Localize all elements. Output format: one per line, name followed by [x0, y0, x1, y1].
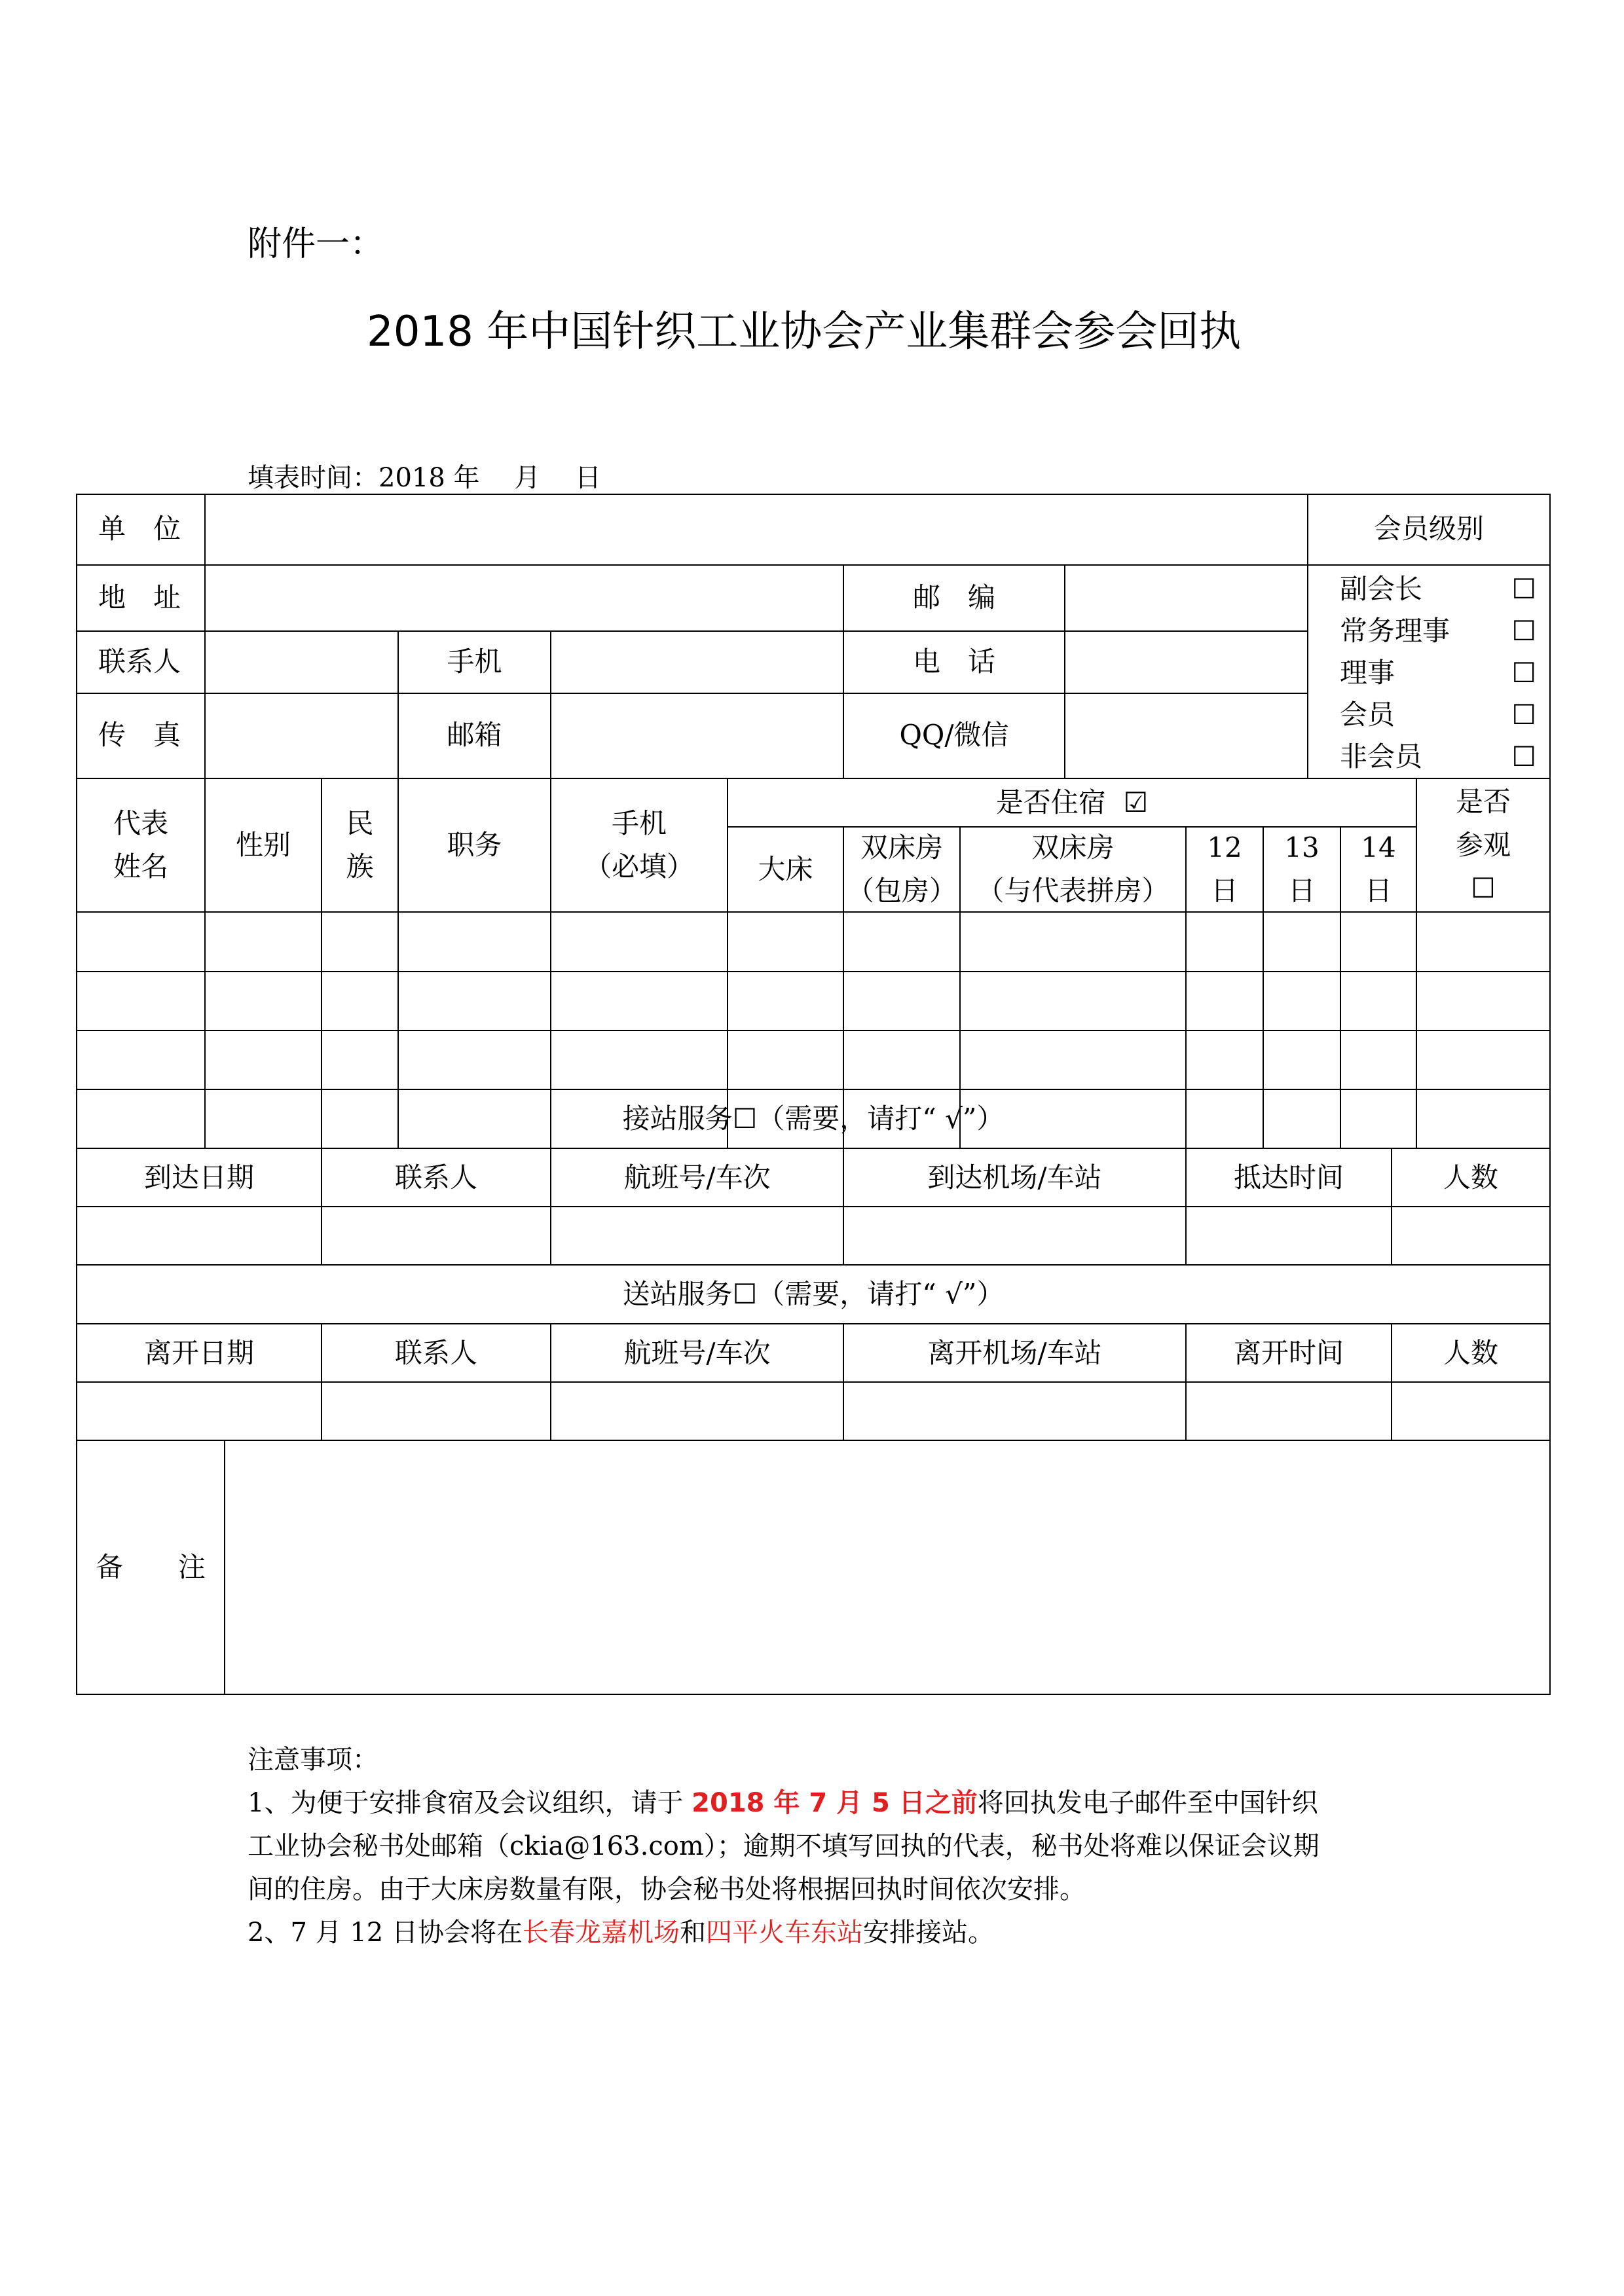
address-label: 地 址 — [98, 581, 181, 613]
member-level-list — [1340, 568, 1536, 778]
visit-header: 是否 参观 ☐ — [1417, 779, 1549, 911]
fill-time: 填表时间：2018 年 月 日 — [248, 463, 601, 493]
contact-field[interactable] — [206, 630, 397, 693]
email-field[interactable] — [551, 693, 843, 778]
rep-row[interactable] — [77, 913, 1549, 971]
dropoff-header-station: 离开机场/车站 — [927, 1336, 1102, 1369]
rep-mobile-header: 手机 （必填） — [583, 807, 694, 883]
member-level-option[interactable]: 非会员 ☐ — [1340, 736, 1536, 778]
note-1-line-3: 间的住房。由于大床房数量有限，协会秘书处将根据回执时间依次安排。 — [248, 1874, 1086, 1904]
rep-row[interactable] — [77, 972, 1549, 1030]
unit-field[interactable] — [206, 494, 1307, 564]
unit-label: 单 位 — [98, 513, 181, 545]
checkbox-icon[interactable]: ☐ — [1511, 615, 1536, 647]
mobile-field[interactable] — [551, 630, 843, 693]
day-14-header: 14 日 — [1361, 831, 1396, 907]
checkbox-icon[interactable]: ☐ — [1471, 872, 1496, 904]
page-title: 2018 年中国针织工业协会产业集群会参会回执 — [367, 308, 1242, 356]
station-highlight: 四平火车东站 — [705, 1918, 863, 1948]
pickup-row[interactable] — [77, 1207, 1549, 1264]
dropoff-header-date: 离开日期 — [143, 1336, 254, 1369]
member-level-option[interactable]: 副会长 ☐ — [1340, 568, 1536, 610]
dropoff-header-time: 离开时间 — [1233, 1336, 1344, 1369]
dropoff-header-flight: 航班号/车次 — [623, 1336, 771, 1369]
address-field[interactable] — [206, 564, 843, 630]
member-level-option[interactable]: 常务理事 ☐ — [1340, 610, 1536, 652]
pickup-service-title[interactable]: 接站服务☐（需要，请打“ √”） — [622, 1102, 1005, 1135]
rep-position-header: 职务 — [447, 829, 502, 861]
dropoff-header-count: 人数 — [1443, 1336, 1498, 1369]
remarks-label: 备 注 — [95, 1551, 206, 1583]
rep-gender-header: 性别 — [235, 829, 291, 861]
fax-label: 传 真 — [98, 719, 181, 751]
note-2: 2、7 月 12 日协会将在长春龙嘉机场和四平火车东站安排接站。 — [248, 1918, 994, 1948]
airport-highlight: 长春龙嘉机场 — [522, 1918, 680, 1948]
email-label: 邮箱 — [447, 719, 502, 751]
contact-label: 联系人 — [98, 645, 181, 678]
day-12-header: 12 日 — [1207, 831, 1242, 907]
rep-name-header: 代表 姓名 — [113, 807, 168, 883]
day-13-header: 13 日 — [1284, 831, 1320, 907]
postcode-field[interactable] — [1065, 564, 1307, 630]
pickup-header-count: 人数 — [1443, 1161, 1498, 1194]
member-level-label: 会员级别 — [1373, 513, 1484, 545]
big-bed-header: 大床 — [758, 853, 813, 885]
phone-label: 电 话 — [912, 645, 995, 678]
mobile-label: 手机 — [447, 645, 502, 678]
qq-field[interactable] — [1065, 693, 1307, 778]
checkbox-icon[interactable]: ☐ — [1511, 573, 1536, 605]
phone-field[interactable] — [1065, 630, 1307, 693]
attachment-label: 附件一： — [248, 225, 384, 264]
dropoff-row[interactable] — [77, 1383, 1549, 1440]
note-1-line-1: 1、为便于安排食宿及会议组织，请于 2018 年 7 月 5 日之前将回执发电子邮件至中国针织 — [248, 1788, 1318, 1818]
pickup-header-station: 到达机场/车站 — [927, 1161, 1102, 1194]
postcode-label: 邮 编 — [912, 581, 995, 613]
twin-share-header: 双床房 （与代表拼房） — [976, 831, 1170, 907]
deadline-highlight: 2018 年 7 月 5 日之前 — [692, 1788, 978, 1818]
rep-ethnic-header: 民 族 — [346, 807, 374, 883]
stay-header: 是否住宿 ☑ — [728, 779, 1416, 826]
notes-heading: 注意事项： — [248, 1745, 378, 1775]
remarks-field[interactable] — [225, 1441, 1549, 1694]
dropoff-header-contact: 联系人 — [394, 1336, 477, 1369]
member-level-option[interactable]: 会员 ☐ — [1340, 694, 1536, 736]
fax-field[interactable] — [206, 693, 397, 778]
notes — [248, 1738, 1320, 1954]
checkbox-icon[interactable]: ☐ — [1511, 699, 1536, 731]
rep-row[interactable] — [77, 1031, 1549, 1089]
note-1-line-2: 工业协会秘书处邮箱（ckia@163.com）；逾期不填写回执的代表，秘书处将难以保证会议期 — [248, 1831, 1320, 1861]
member-level-option[interactable]: 理事 ☐ — [1340, 652, 1536, 694]
twin-room-header: 双床房 （包房） — [846, 831, 957, 907]
checked-checkbox-icon[interactable]: ☑ — [1123, 786, 1149, 818]
pickup-header-contact: 联系人 — [394, 1161, 477, 1194]
pickup-header-date: 到达日期 — [143, 1161, 254, 1194]
checkbox-icon[interactable]: ☐ — [1511, 657, 1536, 689]
checkbox-icon[interactable]: ☐ — [1511, 740, 1536, 773]
pickup-header-time: 抵达时间 — [1233, 1161, 1344, 1194]
dropoff-service-title[interactable]: 送站服务☐（需要，请打“ √”） — [622, 1278, 1005, 1310]
qq-label: QQ/微信 — [899, 719, 1009, 751]
pickup-header-flight: 航班号/车次 — [623, 1161, 771, 1194]
